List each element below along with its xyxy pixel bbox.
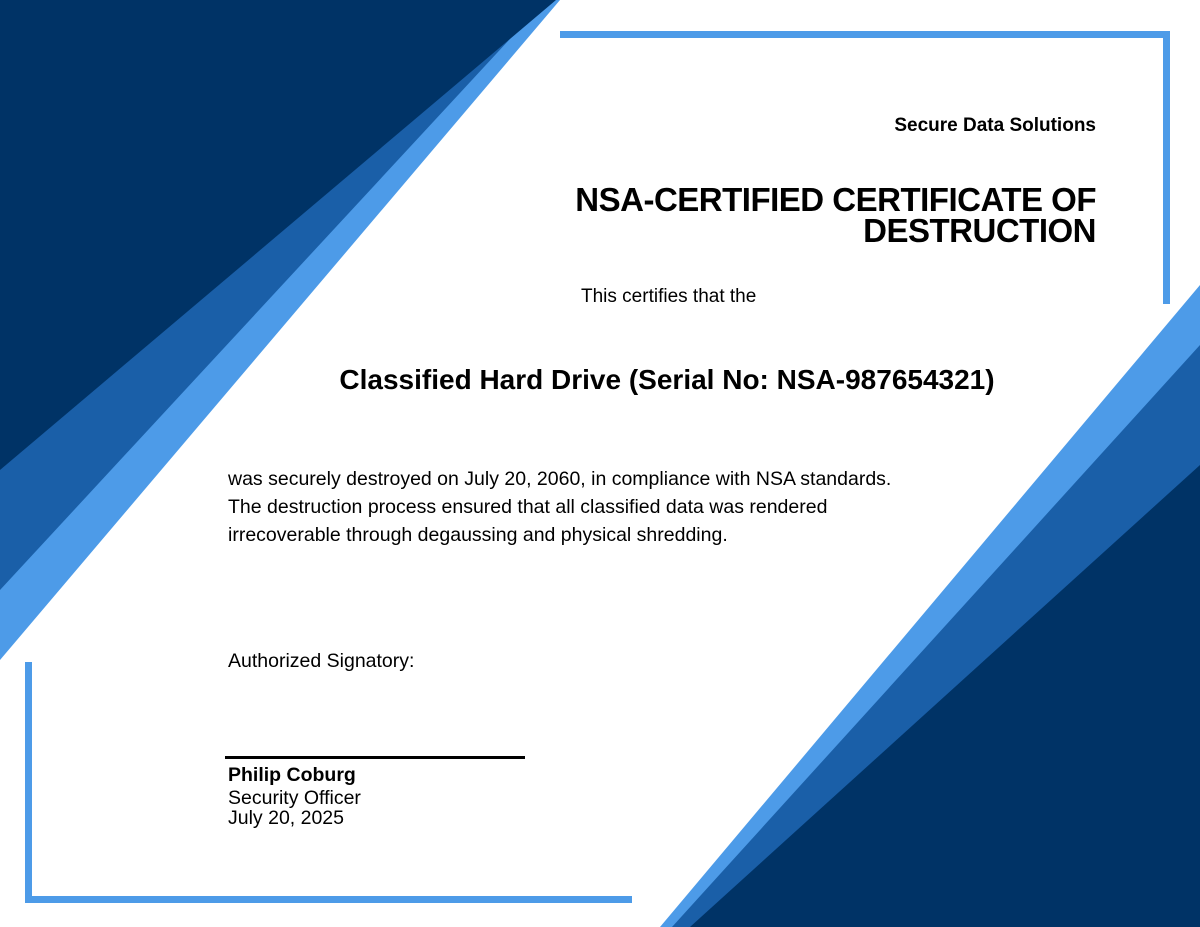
signature-line — [225, 756, 525, 759]
destruction-statement: was securely destroyed on July 20, 2060, in compliance with NSA standards. The destruction process ensured that all classified data was rendered irrecoverable through degaussing and physical shredding. — [228, 468, 892, 546]
signatory-role: Security Officer — [228, 787, 361, 809]
certificate-title: NSA-CERTIFIED CERTIFICATE OF DESTRUCTION — [575, 181, 1096, 249]
company-name: Secure Data Solutions — [894, 115, 1096, 136]
right-frame-bar — [1163, 31, 1170, 304]
signature-date: July 20, 2025 — [228, 807, 345, 829]
signatory-name: Philip Coburg — [228, 764, 356, 786]
signatory-label: Authorized Signatory: — [228, 650, 415, 672]
bottom-frame-bar — [25, 896, 632, 903]
certification-intro: This certifies that the — [581, 286, 757, 307]
left-frame-bar — [25, 662, 32, 903]
top-frame-bar — [560, 31, 1170, 38]
destroyed-item: Classified Hard Drive (Serial No: NSA-987654321) — [339, 364, 995, 395]
